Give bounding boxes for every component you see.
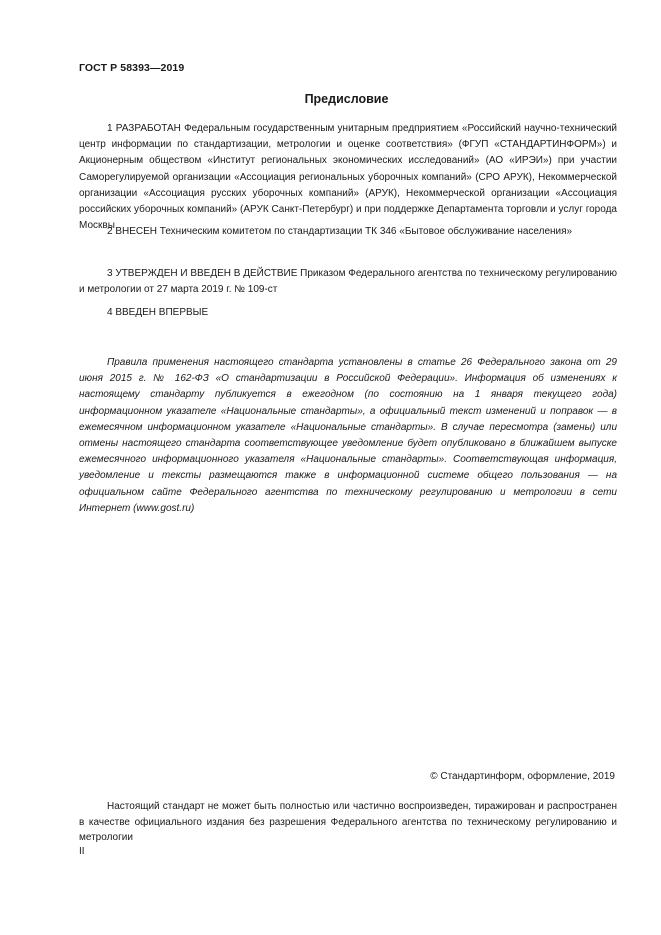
paragraph-developed-by: 1 РАЗРАБОТАН Федеральным государственным унитарным предприятием «Российский научно-технический центр информации по стандартизации, метрологии и оценке соответствия» (ФГУП «СТАНДАРТИНФОРМ») и Акционерным обществом «Институт региональных экономических исследований» (АО «ИРЭИ») при участии Саморегулируемой организации «Ассоциация региональных уборочных компаний» (СРО АРУК), Некоммерческой организации «Ассоциация русских уборочных компаний» (АРУК), Некоммерческой организации «Ассоциация российских уборочных компаний» (АРУК Санкт-Петербург) и при поддержке Департамента торговли и услуг города Москвы <box>79 123 617 232</box>
application-rules-notice: Правила применения настоящего стандарта установлены в статье 26 Федерального закона от 29 июня 2015 г. № 162-ФЗ «О стандартизации в Российской Федерации». Информация об изменениях к настоящему стандарту публикуется в ежегодном (по состоянию на 1 января текущего года) информационном указателе «Национальные стандарты», а официальный текст изменений и поправок — в ежемесячном информационном указателе «Национальные стандарты». В случае пересмотра (замены) или отмены настоящего стандарта соответствующее уведомление будет опубликовано в ближайшем выпуске ежемесячного информационного указателя «Национальные стандарты». Соответствующая информация, уведомление и тексты размещаются также в информационной системе общего пользования — на официальном сайте Федерального агентства по техническому регулированию и метрологии в сети Интернет (www.gost.ru) <box>79 357 617 514</box>
page-title-text: Предисловие <box>304 92 389 106</box>
paragraph-first-introduced: 4 ВВЕДЕН ВПЕРВЫЕ <box>107 307 209 318</box>
paragraph-introduced-by: 2 ВНЕСЕН Техническим комитетом по стандартизации ТК 346 «Бытовое обслуживание населения» <box>107 226 573 237</box>
standard-code: ГОСТ Р 58393—2019 <box>79 62 185 74</box>
paragraph-approved: 3 УТВЕРЖДЕН И ВВЕДЕН В ДЕЙСТВИЕ Приказом Федерального агентства по техническому регулированию и метрологии от 27 марта 2019 г. № 109-ст <box>79 268 617 296</box>
page-title <box>0 92 661 106</box>
page-number: II <box>79 846 85 857</box>
copyright-line: © Стандартинформ, оформление, 2019 <box>430 771 615 782</box>
reproduction-notice: Настоящий стандарт не может быть полностью или частично воспроизведен, тиражирован и распространен в качестве официального издания без разрешения Федерального агентства по техническому регулированию и метрологии <box>79 801 617 843</box>
